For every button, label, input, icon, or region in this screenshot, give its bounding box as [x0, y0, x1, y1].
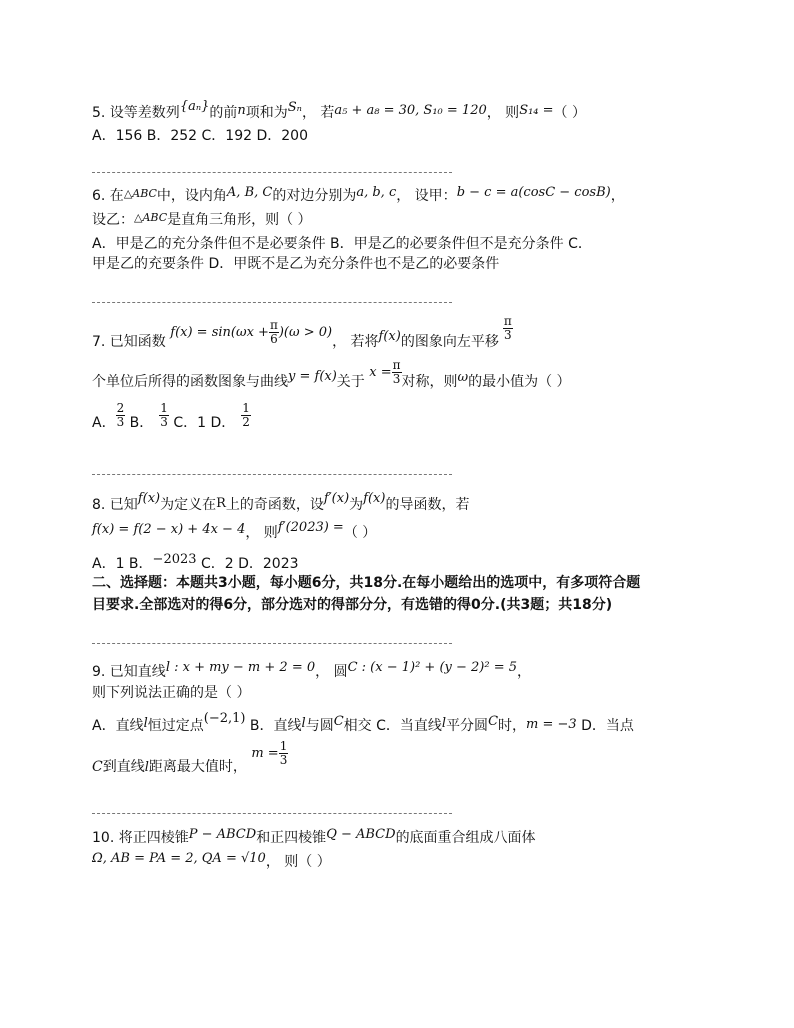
q8-fx2: f(x)	[363, 491, 386, 506]
q9-point: (−2,1)	[203, 711, 246, 726]
q8-R: R	[216, 496, 226, 511]
separator	[92, 302, 452, 303]
separator	[92, 813, 452, 814]
q7-omega: ω	[457, 370, 469, 385]
q6-triangle: △ABC	[134, 211, 168, 224]
q8-text: 为	[349, 497, 364, 513]
q7-function	[170, 317, 333, 346]
q6-triangle: △ABC	[123, 187, 157, 200]
q9-text: 恒过定点	[147, 718, 204, 734]
q6-text: ， 设甲：	[396, 188, 457, 204]
q9-meq: m =	[251, 746, 279, 761]
q7-opt-d-num: 1	[242, 400, 250, 415]
q6-options-line2: 甲是乙的充要条件 D．甲既不是乙为充分条件也不是乙的必要条件	[92, 256, 500, 272]
q8-opt-ab: A．1 B．	[92, 556, 153, 572]
q9-text: 相交 C．当直线	[343, 718, 442, 734]
q9-text: 时，	[498, 718, 527, 734]
q7-opt-b-den: 3	[160, 414, 168, 429]
q9-options-line2	[92, 738, 288, 783]
q6-text: 中，设内角	[156, 188, 227, 204]
q7-opt-d	[241, 402, 251, 429]
q7-text: 的图象向左平移	[400, 334, 499, 350]
q8-fpx: f′(x)	[323, 491, 350, 506]
q5-n: n	[237, 103, 246, 118]
q9-c: C	[488, 714, 499, 729]
q7-opt-a-num: 2	[116, 400, 125, 415]
q8-opt-cd: C．2 D．2023	[196, 556, 299, 572]
separator	[92, 474, 452, 475]
q9-l: l	[143, 716, 148, 731]
q8-condition: f(x) = f(2 − x) + 4x − 4	[92, 522, 246, 537]
q7-stem	[92, 313, 513, 357]
separator	[92, 643, 452, 644]
q7-opt-b	[159, 402, 169, 429]
q5-text: ， 则	[486, 105, 520, 121]
q6-options-line1: A．甲是乙的充分条件但不是必要条件 B．甲是乙的必要条件但不是充分条件 C．	[92, 236, 592, 252]
q7-text: 对称，则	[401, 374, 458, 390]
q6-condition: b − c = a(cosC − cosB)	[456, 185, 611, 200]
q6-text: ，	[610, 188, 625, 204]
q5-target: S₁₄ =	[519, 103, 554, 118]
q10-text: 10. 将正四棱锥	[92, 830, 189, 846]
q9-c: C	[92, 759, 103, 775]
q5-text: 的前	[209, 105, 238, 121]
q6-text: 6. 在	[92, 188, 124, 204]
q8-text: ， 则	[245, 525, 278, 541]
q8-options	[92, 554, 299, 575]
q8-stem-line2	[92, 520, 377, 544]
q8-opt-b-value: −2023	[152, 552, 197, 567]
q8-fx: f(x)	[137, 491, 161, 506]
separator	[92, 172, 452, 173]
q7-pi: π	[269, 317, 278, 332]
q6-stem-line2	[92, 210, 312, 231]
q6-sides: a, b, c	[356, 185, 397, 200]
q9-text: 平分圆	[446, 718, 489, 734]
q5-text: 5. 设等差数列	[92, 105, 180, 121]
q9-options	[92, 711, 634, 737]
q5-stem	[92, 99, 586, 124]
q5-seq: {aₙ}	[179, 99, 210, 114]
q8-target: f′(2023) =	[277, 520, 344, 535]
q8-text: 上的奇函数，设	[225, 497, 324, 513]
q9-m-num: 1	[279, 738, 288, 753]
q7-six: 6	[270, 331, 278, 346]
q7-pi: π	[503, 313, 512, 328]
q5-condition: a₅ + a₈ = 30, S₁₀ = 120	[334, 103, 487, 118]
q7-pi-over-3b	[392, 359, 402, 386]
q9-text: 9. 已知直线	[92, 664, 166, 680]
q10-text: 的底面重合组成八面体	[395, 830, 536, 846]
q9-m-den: 3	[279, 752, 288, 767]
q8-text: 的导函数，若	[385, 497, 470, 513]
section-2-header: 二、选择题：本题共3小题，每小题6分，共18分.在每小题给出的选项中，有多项符合题	[92, 575, 641, 591]
q9-text: A．直线	[92, 718, 144, 734]
q7-text: 7. 已知函数	[92, 334, 166, 350]
q6-text: 是直角三角形，则（ ）	[167, 212, 312, 228]
q9-c: C	[333, 714, 344, 729]
q7-stem-line2	[92, 357, 571, 397]
q9-l: l	[144, 760, 149, 775]
q7-text: 个单位后所得的函数图象与曲线	[92, 374, 288, 390]
q5-options: A．156 B．252 C．192 D．200	[92, 128, 308, 144]
q10-text: ， 则（ ）	[265, 854, 331, 870]
q7-pi: π	[392, 357, 401, 372]
q7-curve: y = f(x)	[288, 369, 337, 384]
q7-opt-a	[116, 402, 126, 429]
q9-stem-line2: 则下列说法正确的是（ ）	[92, 685, 251, 701]
q6-text: 的对边分别为	[272, 188, 357, 204]
section-2-header-line2: 目要求.全部选对的得6分，部分选对的得部分分，有选错的得0分.(共3题；共18分)	[92, 597, 613, 613]
q7-pi-over-3	[503, 315, 513, 342]
q7-func-pre: f(x) = sin(ωx +	[170, 325, 269, 340]
q7-opt-cd: C．1 D．	[168, 415, 236, 431]
q7-opt-b-label: B．	[125, 415, 154, 431]
q5-sn: Sₙ	[287, 100, 302, 115]
q9-m-fraction	[251, 738, 288, 767]
q10-text: 和正四棱锥	[256, 830, 327, 846]
q7-opt-d-den: 2	[242, 414, 250, 429]
q8-text: 8. 已知	[92, 497, 138, 513]
q7-three: 3	[392, 371, 401, 386]
q9-circle: C : (x − 1)² + (y − 2)² = 5	[347, 660, 517, 675]
q9-l: l	[441, 716, 447, 731]
q9-m-value: m = −3	[526, 717, 577, 732]
q8-text: 为定义在	[160, 497, 217, 513]
q10-pyramid-p: P − ABCD	[188, 827, 257, 842]
q7-fx: f(x)	[378, 329, 401, 344]
q9-stem	[92, 662, 531, 683]
q7-func-post: )(ω > 0)	[278, 325, 333, 340]
q8-bracket: （ ）	[343, 525, 377, 541]
q10-stem-line2	[92, 852, 331, 873]
q7-opt-b-num: 1	[160, 400, 168, 415]
q7-three: 3	[503, 327, 512, 342]
q10-stem	[92, 828, 536, 849]
q9-text: 距离最大值时，	[148, 759, 247, 775]
q7-pi-over-6	[269, 319, 279, 346]
q9-text: ，	[517, 664, 531, 680]
q5-bracket: （ ）	[553, 105, 586, 121]
q6-text: 设乙：	[92, 212, 134, 228]
q7-opt-a-label: A．	[92, 415, 116, 431]
q7-axis	[369, 357, 401, 386]
q7-opt-a-den: 3	[116, 414, 125, 429]
q9-text: 到直线	[102, 759, 145, 775]
q7-text: 的最小值为（ ）	[468, 374, 571, 390]
q6-angles: A, B, C	[226, 185, 273, 200]
q9-text: ， 圆	[315, 664, 348, 680]
q10-condition: Ω, AB = PA = 2, QA = √10	[92, 851, 266, 866]
q5-text: 项和为	[245, 105, 288, 121]
q5-text: ， 若	[301, 105, 335, 121]
q10-pyramid-q: Q − ABCD	[326, 827, 396, 842]
q7-text: 关于	[336, 374, 365, 390]
q9-text: 与圆	[305, 718, 334, 734]
q9-text: D．当点	[576, 718, 634, 734]
q7-text: ， 若将	[332, 334, 379, 350]
q9-l: l	[301, 716, 306, 731]
q7-xeq: x =	[369, 365, 392, 380]
q9-text: B．直线	[245, 718, 302, 734]
q6-stem	[92, 186, 625, 207]
q9-line: l : x + my − m + 2 = 0	[165, 660, 316, 675]
q7-options	[92, 400, 251, 438]
q8-stem	[92, 491, 470, 516]
q9-one-third	[279, 740, 289, 767]
